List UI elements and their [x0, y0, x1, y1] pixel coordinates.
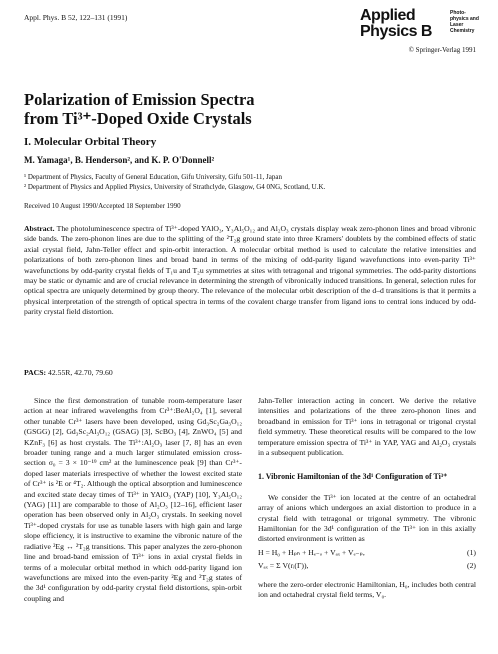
pacs-values: 42.55R, 42.70, 79.60: [48, 368, 113, 377]
affiliation-1: ¹ Department of Physics, Faculty of General Education, Gifu University, Gifu 501-11, Japan: [24, 173, 282, 181]
section-heading: 1. Vibronic Hamiltonian of the 3d¹ Configuration of Ti³⁺: [258, 472, 448, 482]
intro-paragraph: Since the first demonstration of tunable room-temperature laser action at near infrared wavelengths from Cr³⁺:BeAl₂O₄ [1], several other tunable Cr³⁺ lasers have been developed, using Gd₃Sc₂Ga₃O₁₂ (GSGG) [2], Gd₃Sc₂Al₃O₁₂ (GSAG) [3], ScBO₃ [4], ZnWO₄ [5] and KZnF₃ [6] as host crystals. The Ti³⁺:Al₂O₃ laser [7, 8] has an even broader tuning range and a much larger stimulated emission cross-section σ₀ = 3 × 10⁻¹⁹ cm² at the luminescence peak [9] than Cr³⁺-doped laser materials irrespective of whether the lowest excited state of Cr³⁺ is ²E or ⁴T₂. Although the optical absorption and luminescence and excited state decay times of Ti³⁺ in YAlO₃ (YAP) [10], Y₃Al₅O₁₂ (YAG) [11] are comparable to those of Al₂O₃ [12–16], efficient laser operation has been observed only in Al₂O₃ crystals. In seeking novel Ti³⁺-doped crystals for use as tunable lasers with high gain and large slope efficiency, it is instructive to examine the vibronic nature of the radiative ²Eg ↔ ²T₂g transitions. This paper analyzes the zero-phonon line and broad-band emission of Ti³⁺ ions in axial crystal fields in terms of a molecular orbital method in which odd-parity ligand ion wavefunctions are mixed into the even-parity ²Eg and ²T₂g states of the 3d¹ configuration by odd-parity crystal field distortions, spin-orbit coupling and: [24, 396, 242, 603]
logo-line2: Physics B: [360, 23, 432, 40]
body-column-left: [24, 396, 242, 604]
article-title: [24, 90, 464, 128]
abstract-text: The photoluminescence spectra of Ti³⁺-doped YAlO₃, Y₃Al₅O₁₂ and Al₂O₃ crystals display weak zero-phonon lines and broad vibronic side bands. The zero-phonon lines are due to the splitting of the ²T₂g ground state into three Kramers' doublets by the combined effects of static axial crystal field, Jahn-Teller effect and spin-orbit interaction. A molecular orbital method is used to calculate the relative intensities and polarizations of both zero-phonon lines and broad band in terms of the mixing of odd-parity ligand wavefunctions into even-parity Ti³⁺ wavefunctions by odd-parity crystal fields of T₁u and T₂u symmetries at sites with tetragonal and trigonal symmetries. The odd-parity distortions may be static or dynamic and are of crucial relevance in determining the strength of vibronically induced transitions. In general, selection rules for optical spectra are uniquely determined by group theory. The relevance of the molecular orbit description of the d–d transitions is that it permits a physical interpretation of the strength of optical spectra in terms of the covalent charge transfer from ligand ions to central ions induced by odd-parity crystal field distortion.: [24, 224, 476, 317]
logo-subtitle: Photo-physics and Laser Chemistry: [450, 10, 479, 34]
equation-2: [258, 561, 476, 571]
pacs-label: PACS:: [24, 368, 47, 377]
section-paragraph-continued: where the zero-order electronic Hamiltonian, H₀, includes both central ion and octahedral crystal field terms, V₀.: [258, 579, 476, 600]
title-line1: Polarization of Emission Spectra: [24, 90, 255, 109]
abstract-label: Abstract.: [24, 224, 55, 233]
affiliations: [24, 172, 325, 192]
logo-line1: Applied: [360, 7, 416, 24]
equation-1: [258, 548, 476, 558]
section-paragraph: We consider the Ti³⁺ ion located at the centre of an octahedral array of anions which undergoes an axial distortion to produce in a crystal field with tetragonal or trigonal symmetry. The vibronic Hamiltonian for the 3d¹ configuration of the Ti³⁺ ion in this axially distorted environment is written as: [258, 492, 476, 544]
article-subtitle: I. Molecular Orbital Theory: [24, 136, 157, 148]
journal-citation: Appl. Phys. B 52, 122–131 (1991): [24, 13, 128, 22]
equation-2-body: Vₐₓ = Σ V(rᵢ(Γ)),: [258, 561, 309, 571]
journal-logo: [360, 8, 478, 44]
affiliation-2: ² Department of Physics and Applied Physics, University of Strathclyde, Glasgow, G4 0NG, Scotland, U.K.: [24, 183, 326, 191]
abstract: [24, 224, 476, 318]
equation-1-body: H = H₀ + Hₚₕ + Hₑ₋ₒ + Vₐₓ + Vₑ₋ₚ,: [258, 547, 365, 557]
title-line2: from Ti³⁺-Doped Oxide Crystals: [24, 109, 252, 128]
pacs-codes: [24, 368, 113, 377]
author-list: M. Yamaga¹, B. Henderson², and K. P. O'Donnell²: [24, 155, 215, 165]
equation-1-number: (1): [467, 547, 476, 557]
body-column-right: [258, 396, 476, 601]
intro-paragraph-continued: Jahn-Teller interaction acting in concert. We derive the relative intensities and polarizations of the three zero-phonon lines and broadband in emission for Ti³⁺ ions in tetragonal or trigonal crystal field symmetry. These theoretical results will be compared to the low temperature emission spectra of Ti³⁺ in YAP, YAG and Al₂O₃ crystals in a subsequent publication.: [258, 396, 476, 458]
copyright-notice: © Springer-Verlag 1991: [408, 46, 476, 54]
equation-2-number: (2): [467, 561, 476, 571]
received-dates: Received 10 August 1990/Accepted 18 September 1990: [24, 202, 181, 210]
